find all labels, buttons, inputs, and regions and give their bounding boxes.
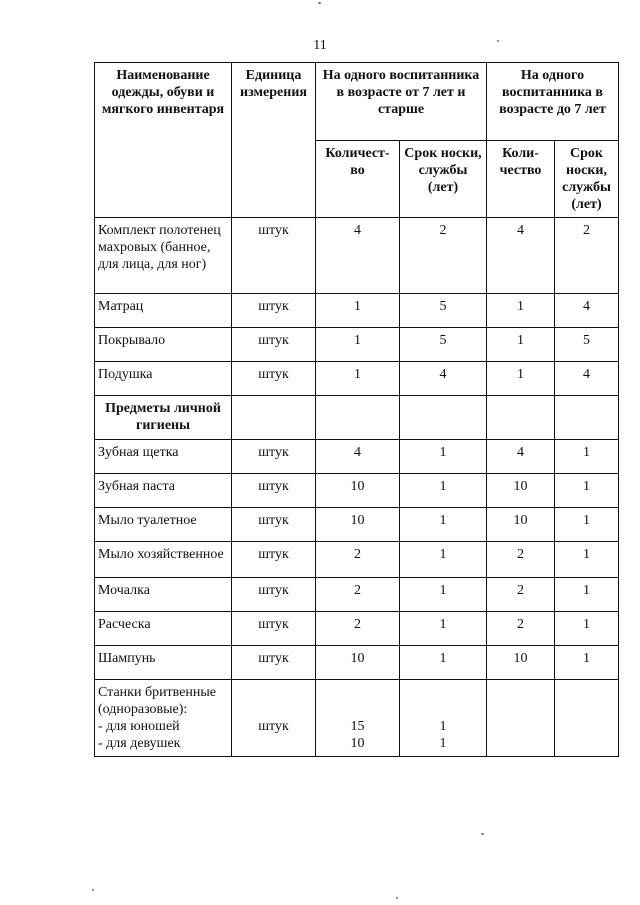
- inventory-table: [94, 62, 619, 757]
- qty-younger: 10: [487, 646, 555, 680]
- term-younger: [555, 680, 619, 757]
- item-name: Расческа: [95, 612, 232, 646]
- item-unit: штук: [232, 578, 316, 612]
- item-name: Мыло туалетное: [95, 508, 232, 542]
- header-term-younger: Срок носки, службы (лет): [555, 141, 619, 218]
- qty-younger: 4: [487, 218, 555, 294]
- table-row: [95, 328, 619, 362]
- empty-cell: [316, 396, 400, 440]
- term-younger: 1: [555, 612, 619, 646]
- qty-older: 1: [316, 362, 400, 396]
- table-row: [95, 362, 619, 396]
- term-younger: 1: [555, 578, 619, 612]
- term-older: 5: [400, 294, 487, 328]
- table-row: [95, 474, 619, 508]
- header-group-older: На одного воспитанника в возрасте от 7 лет и старше: [316, 63, 487, 141]
- empty-cell: [487, 396, 555, 440]
- item-name: Матрац: [95, 294, 232, 328]
- qty-younger: [487, 680, 555, 757]
- item-name: Шампунь: [95, 646, 232, 680]
- scan-speck: [318, 2, 321, 4]
- item-unit: штук: [232, 542, 316, 578]
- table-row: [95, 294, 619, 328]
- qty-younger: 2: [487, 612, 555, 646]
- table-row: [95, 508, 619, 542]
- qty-older: 2: [316, 542, 400, 578]
- term-older: 1: [400, 542, 487, 578]
- qty-younger: 1: [487, 362, 555, 396]
- qty-younger: 10: [487, 508, 555, 542]
- term-younger: 1: [555, 508, 619, 542]
- term-younger: 1: [555, 542, 619, 578]
- qty-older: 4: [316, 218, 400, 294]
- qty-older: 15 10: [316, 680, 400, 757]
- item-unit: штук: [232, 294, 316, 328]
- header-name: Наименование одежды, обуви и мягкого инвентаря: [95, 63, 232, 218]
- term-older: 1: [400, 508, 487, 542]
- qty-older: 2: [316, 578, 400, 612]
- item-unit: штук: [232, 612, 316, 646]
- qty-younger: 4: [487, 440, 555, 474]
- table-row: [95, 680, 619, 757]
- qty-older: 2: [316, 612, 400, 646]
- item-name: Комплект полотенец махровых (банное, для лица, для ног): [95, 218, 232, 294]
- section-row: [95, 396, 619, 440]
- qty-older: 10: [316, 646, 400, 680]
- item-name: Мочалка: [95, 578, 232, 612]
- term-older: 2: [400, 218, 487, 294]
- qty-younger: 10: [487, 474, 555, 508]
- qty-younger: 1: [487, 294, 555, 328]
- qty-older: 4: [316, 440, 400, 474]
- item-name: Подушка: [95, 362, 232, 396]
- item-unit: штук: [232, 328, 316, 362]
- term-younger: 2: [555, 218, 619, 294]
- item-unit: штук: [232, 362, 316, 396]
- header-row: [95, 63, 619, 141]
- term-younger: 1: [555, 474, 619, 508]
- term-older: 1: [400, 612, 487, 646]
- qty-older: 10: [316, 508, 400, 542]
- header-term-older: Срок носки, службы (лет): [400, 141, 487, 218]
- table-row: [95, 218, 619, 294]
- scan-speck: [481, 833, 484, 835]
- table-row: [95, 646, 619, 680]
- term-younger: 1: [555, 646, 619, 680]
- item-unit: штук: [232, 646, 316, 680]
- item-unit: штук: [232, 218, 316, 294]
- header-unit: Единица измерения: [232, 63, 316, 218]
- scan-speck: [396, 897, 398, 899]
- item-name: Мыло хозяйственное: [95, 542, 232, 578]
- header-qty-younger: Коли-чество: [487, 141, 555, 218]
- section-title: Предметы личной гигиены: [95, 396, 232, 440]
- term-older: 5: [400, 328, 487, 362]
- term-younger: 4: [555, 362, 619, 396]
- term-younger: 1: [555, 440, 619, 474]
- item-name: Зубная паста: [95, 474, 232, 508]
- term-younger: 4: [555, 294, 619, 328]
- item-unit: штук: [232, 508, 316, 542]
- scan-speck: [497, 40, 499, 42]
- qty-younger: 2: [487, 542, 555, 578]
- empty-cell: [400, 396, 487, 440]
- qty-younger: 2: [487, 578, 555, 612]
- header-qty-older: Количест-во: [316, 141, 400, 218]
- qty-older: 10: [316, 474, 400, 508]
- term-older: 4: [400, 362, 487, 396]
- item-name: Зубная щетка: [95, 440, 232, 474]
- qty-younger: 1: [487, 328, 555, 362]
- qty-older: 1: [316, 294, 400, 328]
- item-unit: штук: [232, 440, 316, 474]
- item-name: Станки бритвенные (одноразовые): - для юношей - для девушек: [95, 680, 232, 757]
- table-row: [95, 612, 619, 646]
- table-row: [95, 440, 619, 474]
- qty-older: 1: [316, 328, 400, 362]
- page-number: 11: [313, 38, 327, 53]
- item-unit: штук: [232, 680, 316, 757]
- scan-speck: [92, 889, 94, 891]
- term-older: 1: [400, 440, 487, 474]
- term-older: 1: [400, 646, 487, 680]
- empty-cell: [232, 396, 316, 440]
- item-unit: штук: [232, 474, 316, 508]
- term-older: 1: [400, 474, 487, 508]
- table-row: [95, 542, 619, 578]
- term-older: 1: [400, 578, 487, 612]
- term-younger: 5: [555, 328, 619, 362]
- term-older: 1 1: [400, 680, 487, 757]
- empty-cell: [555, 396, 619, 440]
- table-row: [95, 578, 619, 612]
- header-group-younger: На одного воспитанника в возрасте до 7 лет: [487, 63, 619, 141]
- item-name: Покрывало: [95, 328, 232, 362]
